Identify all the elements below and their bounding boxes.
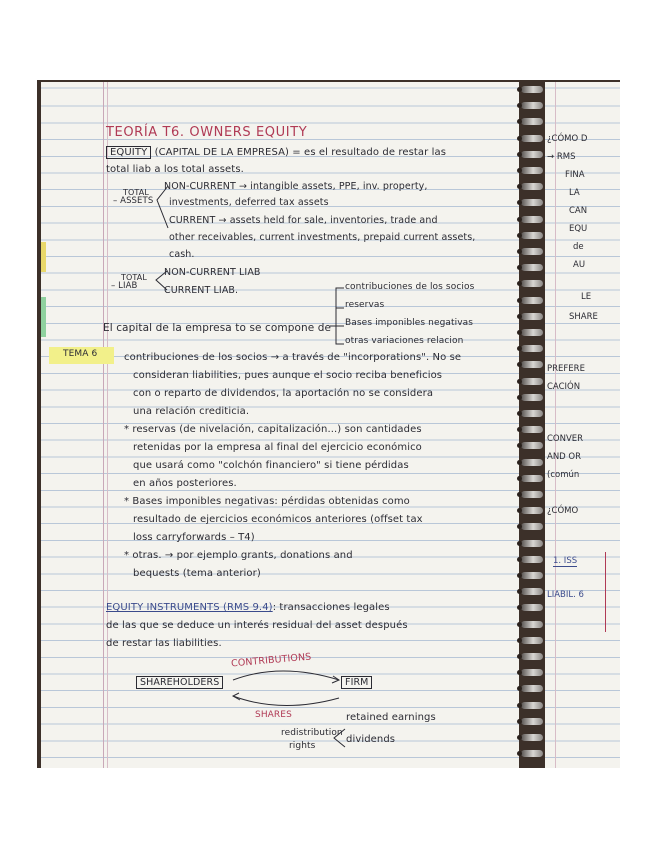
capital-item-3: Bases imponibles negativas <box>345 318 474 328</box>
binding-hole <box>517 622 522 627</box>
binding-hole <box>517 573 522 578</box>
binding-hole <box>517 298 522 303</box>
binding-ring <box>521 588 543 595</box>
binding-hole <box>517 379 522 384</box>
liab-noncurrent: NON-CURRENT LIAB <box>164 267 261 278</box>
margin-line <box>103 82 104 768</box>
assets-noncurrent-2: investments, deferred tax assets <box>169 197 329 208</box>
bullet-line-12: * otras. → por ejemplo grants, donations and <box>124 550 353 561</box>
notebook-photo <box>37 80 620 768</box>
binding-ring <box>521 750 543 757</box>
binding-ring <box>521 653 543 660</box>
right-line-10: SHARE <box>569 312 598 322</box>
binding-ring <box>521 459 543 466</box>
binding-ring <box>521 637 543 644</box>
equity-definition-line <box>106 147 446 158</box>
binding-hole <box>517 654 522 659</box>
right-line-17: 1. ISS <box>553 556 578 566</box>
binding-hole <box>517 168 522 173</box>
bullet-line-9: * Bases imponibles negativas: pérdidas obtenidas como <box>124 496 410 507</box>
binding-ring <box>521 572 543 579</box>
binding-hole <box>517 638 522 643</box>
capital-item-1: contribuciones de los socios <box>345 282 475 292</box>
bullet-line-4: una relación crediticia. <box>133 406 250 417</box>
binding-ring <box>521 734 543 741</box>
bullet-line-6: retenidas por la empresa al final del ejercicio económico <box>133 442 422 453</box>
binding-ring <box>521 604 543 611</box>
bullet-line-13: bequests (tema anterior) <box>133 568 261 579</box>
bullet-line-3: con o reparto de dividendos, la aportación no se considera <box>133 388 434 399</box>
binding-hole <box>517 217 522 222</box>
diagram-shares: SHARES <box>255 710 292 720</box>
binding-hole <box>517 87 522 92</box>
binding-ring <box>521 718 543 725</box>
diagram-contributions: CONTRIBUTIONS <box>230 651 312 670</box>
binding-ring <box>521 702 543 709</box>
binding-ring <box>521 329 543 336</box>
binding-ring <box>521 378 543 385</box>
right-line-12: CACIÓN <box>547 382 581 392</box>
binding-hole <box>517 314 522 319</box>
assets-current: CURRENT → assets held for sale, inventories, trade and <box>169 215 438 226</box>
instruments-text-3: de restar las liabilities. <box>106 638 222 649</box>
bullet-line-10: resultado de ejercicios económicos anteriores (offset tax <box>133 514 423 525</box>
binding-hole <box>517 330 522 335</box>
bullet-line-8: en años posteriores. <box>133 478 237 489</box>
binding-hole <box>517 541 522 546</box>
binding-ring <box>521 491 543 498</box>
binding-ring <box>521 345 543 352</box>
binding-ring <box>521 297 543 304</box>
capital-intro: El capital de la empresa to se compone de <box>103 322 332 334</box>
right-line-7: de <box>573 242 584 252</box>
binding-hole <box>517 136 522 141</box>
page-tab-yellow <box>41 242 46 272</box>
right-line-2: → RMS <box>547 152 576 162</box>
binding-hole <box>517 703 522 708</box>
binding-ring <box>521 167 543 174</box>
right-line-14: AND OR <box>547 452 582 462</box>
binding-ring <box>521 183 543 190</box>
binding-ring <box>521 523 543 530</box>
binding-ring <box>521 394 543 401</box>
binding-ring <box>521 102 543 109</box>
binding-ring <box>521 280 543 287</box>
binding-ring <box>521 199 543 206</box>
binding-ring <box>521 135 543 142</box>
binding-ring <box>521 118 543 125</box>
right-line-4: LA <box>569 188 580 198</box>
binding-hole <box>517 233 522 238</box>
notebook-left-page <box>41 82 519 768</box>
binding-ring <box>521 361 543 368</box>
diagram-redistribution: redistribution <box>281 728 343 738</box>
binding-hole <box>517 395 522 400</box>
bullet-line-7: que usará como "colchón financiero" si tiene pérdidas <box>133 460 409 471</box>
right-line-5: CAN <box>569 206 588 216</box>
capital-item-2: reservas <box>345 300 385 310</box>
binding-ring <box>521 216 543 223</box>
binding-ring <box>521 442 543 449</box>
assets-noncurrent: NON-CURRENT → intangible assets, PPE, inv. property, <box>164 181 428 192</box>
binding-hole <box>517 557 522 562</box>
binding-ring <box>521 248 543 255</box>
right-line-3: FINA <box>565 170 585 180</box>
instruments-text-1: : transacciones legales <box>272 602 390 613</box>
spiral-binding <box>517 80 543 768</box>
right-line-13: CONVER <box>547 434 584 444</box>
total-liab-label-2: – LIAB <box>111 281 138 291</box>
bullet-line-2: consideran liabilities, pues aunque el socio reciba beneficios <box>133 370 443 381</box>
bullet-line-11: loss carryforwards – T4) <box>133 532 255 543</box>
instruments-text-2: de las que se deduce un interés residual del asset después <box>106 620 408 631</box>
binding-hole <box>517 719 522 724</box>
capital-brace <box>330 286 346 348</box>
right-line-11: PREFERE <box>547 364 585 374</box>
binding-hole <box>517 411 522 416</box>
binding-ring <box>521 669 543 676</box>
diagram-arrows <box>211 666 351 716</box>
right-line-16: ¿CÓMO <box>547 506 579 516</box>
binding-hole <box>517 492 522 497</box>
assets-current-3: cash. <box>169 249 195 260</box>
total-assets-label-1: TOTAL <box>123 188 149 197</box>
binding-ring <box>521 685 543 692</box>
binding-ring <box>521 475 543 482</box>
right-red-mark <box>605 552 606 632</box>
binding-hole <box>517 152 522 157</box>
binding-ring <box>521 426 543 433</box>
right-line-18: LIABIL. 6 <box>547 590 584 600</box>
binding-ring <box>521 232 543 239</box>
binding-hole <box>517 249 522 254</box>
diagram-retained: retained earnings <box>346 712 436 723</box>
binding-hole <box>517 460 522 465</box>
capital-item-4: otras variaciones relacion <box>345 336 464 346</box>
diagram-dividends: dividends <box>346 734 396 745</box>
equity-definition-2: total liab a los total assets. <box>106 164 244 175</box>
liab-current: CURRENT LIAB. <box>164 285 239 296</box>
binding-ring <box>521 151 543 158</box>
binding-ring <box>521 86 543 93</box>
page-tab-green <box>41 297 46 337</box>
equity-label: EQUITY <box>106 146 151 159</box>
diagram-firm: FIRM <box>341 676 372 689</box>
margin-line-inner <box>107 82 108 768</box>
binding-ring <box>521 507 543 514</box>
diagram-shareholders: SHAREHOLDERS <box>136 676 223 689</box>
right-line-8: AU <box>573 260 586 270</box>
right-line-6: EQU <box>569 224 588 234</box>
right-line-15: (común <box>547 470 580 480</box>
assets-current-2: other receivables, current investments, prepaid current assets, <box>169 232 476 243</box>
instruments-heading: EQUITY INSTRUMENTS (RMS 9.4) <box>106 602 273 613</box>
tema-tab-label: TEMA 6 <box>63 349 98 359</box>
bullet-line-5: * reservas (de nivelación, capitalización...) son cantidades <box>124 424 422 435</box>
binding-ring <box>521 313 543 320</box>
right-line-9: LE <box>581 292 592 302</box>
binding-ring <box>521 556 543 563</box>
bullet-line-1: contribuciones de los socios → a través de "incorporations". No se <box>124 352 462 363</box>
right-line-1: ¿CÓMO D <box>547 134 588 144</box>
equity-definition: (CAPITAL DE LA EMPRESA) = es el resultado de restar las <box>154 147 447 158</box>
instruments-line <box>106 602 390 613</box>
right-margin-line <box>555 82 556 768</box>
diagram-rights: rights <box>289 741 316 751</box>
binding-ring <box>521 621 543 628</box>
total-liab-label-1: TOTAL <box>121 273 147 282</box>
binding-hole <box>517 735 522 740</box>
binding-ring <box>521 540 543 547</box>
page-title: TEORÍA T6. OWNERS EQUITY <box>106 125 308 140</box>
binding-ring <box>521 410 543 417</box>
binding-ring <box>521 264 543 271</box>
total-assets-label-2: – ASSETS <box>113 196 154 206</box>
binding-hole <box>517 476 522 481</box>
notebook-right-page <box>545 82 620 768</box>
